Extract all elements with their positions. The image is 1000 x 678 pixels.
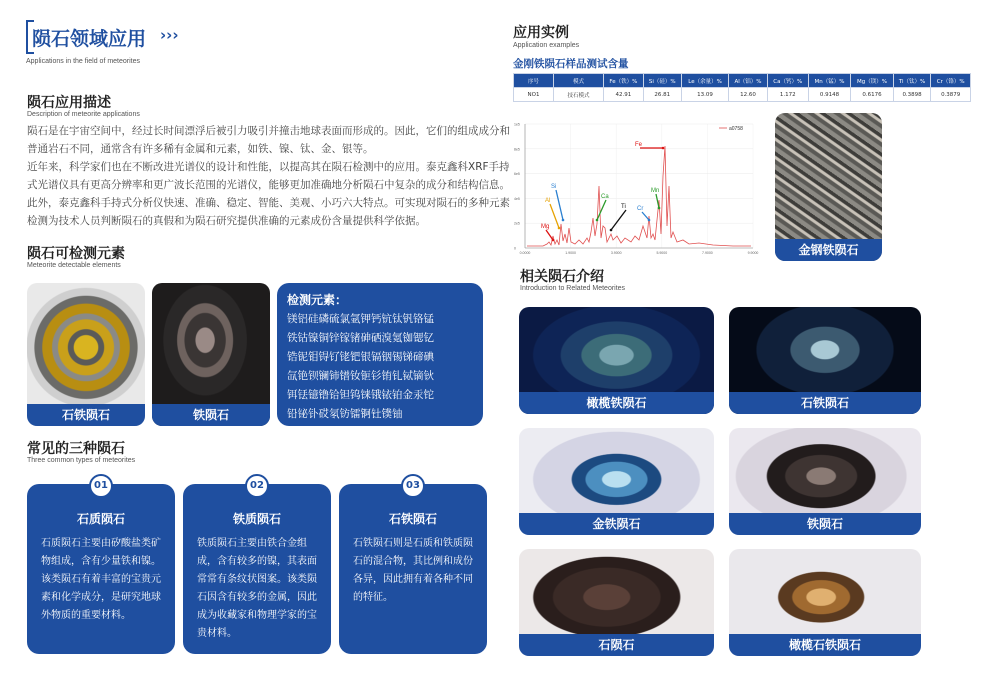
- elements-box-title: 检测元素：: [287, 293, 348, 307]
- table-cell: 13.09: [681, 88, 728, 102]
- desc-line: 普通岩石不同，通常含有许多稀有金属和元素，如铁、镍、钛、金、银等。: [27, 143, 374, 155]
- x-tick-label: 3.9000: [610, 251, 622, 255]
- peak-arrow-head: [562, 219, 565, 222]
- y-tick-label: 2e5: [514, 221, 520, 226]
- peak-arrow-head: [662, 147, 665, 150]
- table-cell: 0.6176: [851, 88, 893, 102]
- element-line: 锆铌钼锝钌铑钯银镉铟锡锑碲碘: [287, 351, 434, 363]
- type-desc-line: 该类陨石有着丰富的宝贵元: [41, 574, 161, 585]
- type-name: 铁质陨石: [232, 512, 281, 526]
- type-desc: [353, 535, 473, 607]
- table-cell: 12.60: [729, 88, 767, 102]
- related-subtitle: Introduction to Related Meteorites: [520, 285, 626, 292]
- element-line: 铒铥镱镥铪钽钨铼锇铱铂金汞铊: [287, 389, 434, 401]
- type-desc: [197, 535, 317, 643]
- type-desc-line: 各异，因此拥有着各种不同: [353, 574, 473, 585]
- type-desc-line: 石的混合物，其比例和成份: [353, 556, 473, 567]
- table-header: 序号: [514, 74, 554, 88]
- table-cell: 0.3898: [893, 88, 931, 102]
- type-desc: [41, 535, 161, 625]
- table-header: Le（余量）%: [681, 74, 728, 88]
- peak-arrow-head: [648, 219, 651, 222]
- element-line: 铁钴镍铜锌镓锗砷硒溴氪铷锶钇: [287, 332, 434, 344]
- desc-title: 陨石应用描述: [27, 95, 111, 111]
- table-cell: 42.91: [604, 88, 644, 102]
- type-number: 01: [94, 480, 108, 491]
- types-subtitle: Three common types of meteorites: [27, 457, 136, 464]
- type-name: 石质陨石: [76, 512, 125, 526]
- element-line: 氙铯钡镧铈镨钕钷钐铕钆铽镝钬: [287, 370, 434, 382]
- desc-line: 近年来，科学家们也在不断改进光谱仪的设计和性能，以提高其在陨石检测中的应用。泰克鑫科XRF手持: [27, 161, 510, 173]
- x-tick-label: 9.9000: [747, 251, 759, 255]
- table-header: Si（硅）%: [643, 74, 681, 88]
- peak-label: Fe: [635, 142, 643, 148]
- type-desc-line: 常常有条纹状图案。该类陨: [197, 574, 317, 585]
- type-desc-line: 铁质陨石主要由铁合金组: [197, 538, 307, 549]
- photo-pallasite: [27, 283, 145, 426]
- photo-stony: [519, 549, 714, 656]
- peak-arrow-head: [552, 239, 555, 242]
- x-tick-label: 0.0000: [519, 251, 531, 255]
- peak-label: Mn: [651, 188, 660, 194]
- type-number: 03: [406, 480, 420, 491]
- examples-subtitle: Application examples: [513, 42, 580, 49]
- related-title: 相关陨石介绍: [520, 269, 604, 285]
- type-card-2: [183, 480, 331, 654]
- peak-label: Mg: [541, 224, 550, 230]
- table-header-row: [514, 74, 971, 88]
- photo-caption: 石陨石: [519, 634, 714, 656]
- table-header: Cr（铬）%: [931, 74, 971, 88]
- y-tick-label: 4e5: [514, 196, 520, 201]
- detect-title: 陨石可检测元素: [27, 246, 125, 262]
- table-title: 金刚铁陨石样品测试含量: [513, 58, 629, 70]
- table-cell: 0.9148: [808, 88, 850, 102]
- desc-text: [27, 122, 510, 230]
- peak-arrow-head: [596, 219, 599, 222]
- table-header: Ca（钙）%: [767, 74, 808, 88]
- y-tick-label: 0: [514, 246, 516, 251]
- desc-line: 此外，泰克鑫科手持式分析仪快速、准确、稳定、智能、美观、小巧六大特点。可实现对陨石的多种元素: [27, 197, 510, 209]
- peak-label: Al: [545, 198, 551, 204]
- table-header: Ti（钛）%: [893, 74, 931, 88]
- peak-arrow-head: [658, 207, 661, 210]
- peak-label: Cr: [637, 206, 644, 212]
- element-line: 铅铋钋砹氡钫镭锕钍镤铀: [287, 408, 403, 420]
- type-card-3: [339, 480, 487, 654]
- type-desc-line: 素和化学成分，是研究地球: [41, 592, 161, 603]
- table-header: Al（铝）%: [729, 74, 767, 88]
- chart-legend: a0758: [729, 126, 743, 132]
- photo-caption: 铁陨石: [152, 404, 270, 426]
- table-cell: 0.3879: [931, 88, 971, 102]
- type-desc-line: 贵材料。: [197, 628, 237, 639]
- types-title: 常见的三种陨石: [27, 441, 125, 457]
- table-cell: 1.172: [767, 88, 808, 102]
- y-tick-label: 1e5: [514, 122, 520, 127]
- y-tick-label: 6e5: [514, 172, 520, 177]
- type-number: 02: [250, 480, 264, 491]
- type-desc-line: 石铁陨石则是石质和铁质陨: [353, 538, 473, 549]
- type-desc-line: 石因含有较多的金属，因此: [197, 592, 317, 603]
- table-header: 模式: [554, 74, 604, 88]
- photo-caption: 石铁陨石: [729, 392, 921, 414]
- type-desc-line: 外物质的重要材料。: [41, 610, 131, 621]
- element-line: 镁铝硅磷硫氯氩钾钙钪钛钒铬锰: [287, 313, 434, 325]
- photo-gold-iron: [519, 428, 714, 535]
- type-name: 石铁陨石: [388, 512, 437, 526]
- x-tick-label: 5.9000: [656, 251, 668, 255]
- x-tick-label: 1.9000: [565, 251, 576, 255]
- results-table: [513, 73, 971, 102]
- x-tick-label: 7.9000: [702, 251, 713, 255]
- type-desc-line: 成为收藏家和物理学家的宝: [197, 610, 317, 621]
- desc-line: 检测为技术人员判断陨石的真假和为陨石研究提供准确的元素成份含量提供科学依据。: [27, 215, 426, 227]
- photo-caption: 铁陨石: [729, 513, 921, 535]
- table-cell: NO1: [514, 88, 554, 102]
- peak-label: Si: [551, 184, 557, 190]
- table-cell: 26.81: [643, 88, 681, 102]
- page-title: 陨石领域应用: [32, 28, 147, 50]
- detect-subtitle: Meteorite detectable elements: [27, 262, 121, 269]
- photo-diamond-iron: [775, 113, 882, 261]
- page-subtitle: Applications in the field of meteorites: [26, 58, 141, 65]
- type-desc-line: 的特征。: [353, 592, 393, 603]
- table-header: Fe（铁）%: [604, 74, 644, 88]
- peak-arrow-head: [558, 227, 561, 230]
- header-arrows: ›››: [160, 26, 179, 44]
- photo-caption: 橄榄铁陨石: [519, 392, 714, 414]
- table-header: Mn（锰）%: [808, 74, 850, 88]
- photo-olivine-stony-iron: [729, 549, 921, 656]
- photo-caption: 橄榄石铁陨石: [729, 634, 921, 656]
- peak-arrow-head: [610, 229, 613, 232]
- table-cell: 技石模式: [554, 88, 604, 102]
- xrf-spectrum-chart: [513, 116, 763, 261]
- peak-label: Ca: [601, 194, 609, 200]
- photo-caption: 金铁陨石: [519, 513, 714, 535]
- type-desc-line: 成，含有较多的镍，其表面: [197, 556, 317, 567]
- photo-caption: 石铁陨石: [27, 404, 145, 426]
- table-header: Mg（镁）%: [851, 74, 893, 88]
- type-card-1: [27, 480, 175, 654]
- desc-line: 式光谱仪具有更高分辨率和更广波长范围的光谱仪，能够更加准确地分析陨石中复杂的成分和结构信息。: [27, 179, 510, 191]
- photo-iron: [729, 428, 921, 535]
- type-desc-line: 石质陨石主要由矽酸盐类矿: [41, 538, 161, 549]
- peak-label: Ti: [621, 204, 626, 210]
- desc-line: 陨石是在宇宙空间中，经过长时间漂浮后被引力吸引并撞击地球表面而形成的。因此，它们的组成成分和: [27, 125, 510, 137]
- examples-title: 应用实例: [513, 25, 569, 41]
- photo-iron-meteorite: [152, 283, 270, 426]
- photo-stony-iron: [729, 307, 921, 414]
- y-tick-label: 8e5: [514, 147, 520, 152]
- type-desc-line: 物组成，含有少量铁和镍。: [41, 556, 161, 567]
- table-row: [514, 88, 971, 102]
- desc-subtitle: Description of meteorite applications: [27, 111, 140, 118]
- photo-olivine-iron: [519, 307, 714, 414]
- photo-caption: 金钢铁陨石: [775, 239, 882, 261]
- page-header: [26, 20, 196, 65]
- elements-box: [277, 283, 483, 426]
